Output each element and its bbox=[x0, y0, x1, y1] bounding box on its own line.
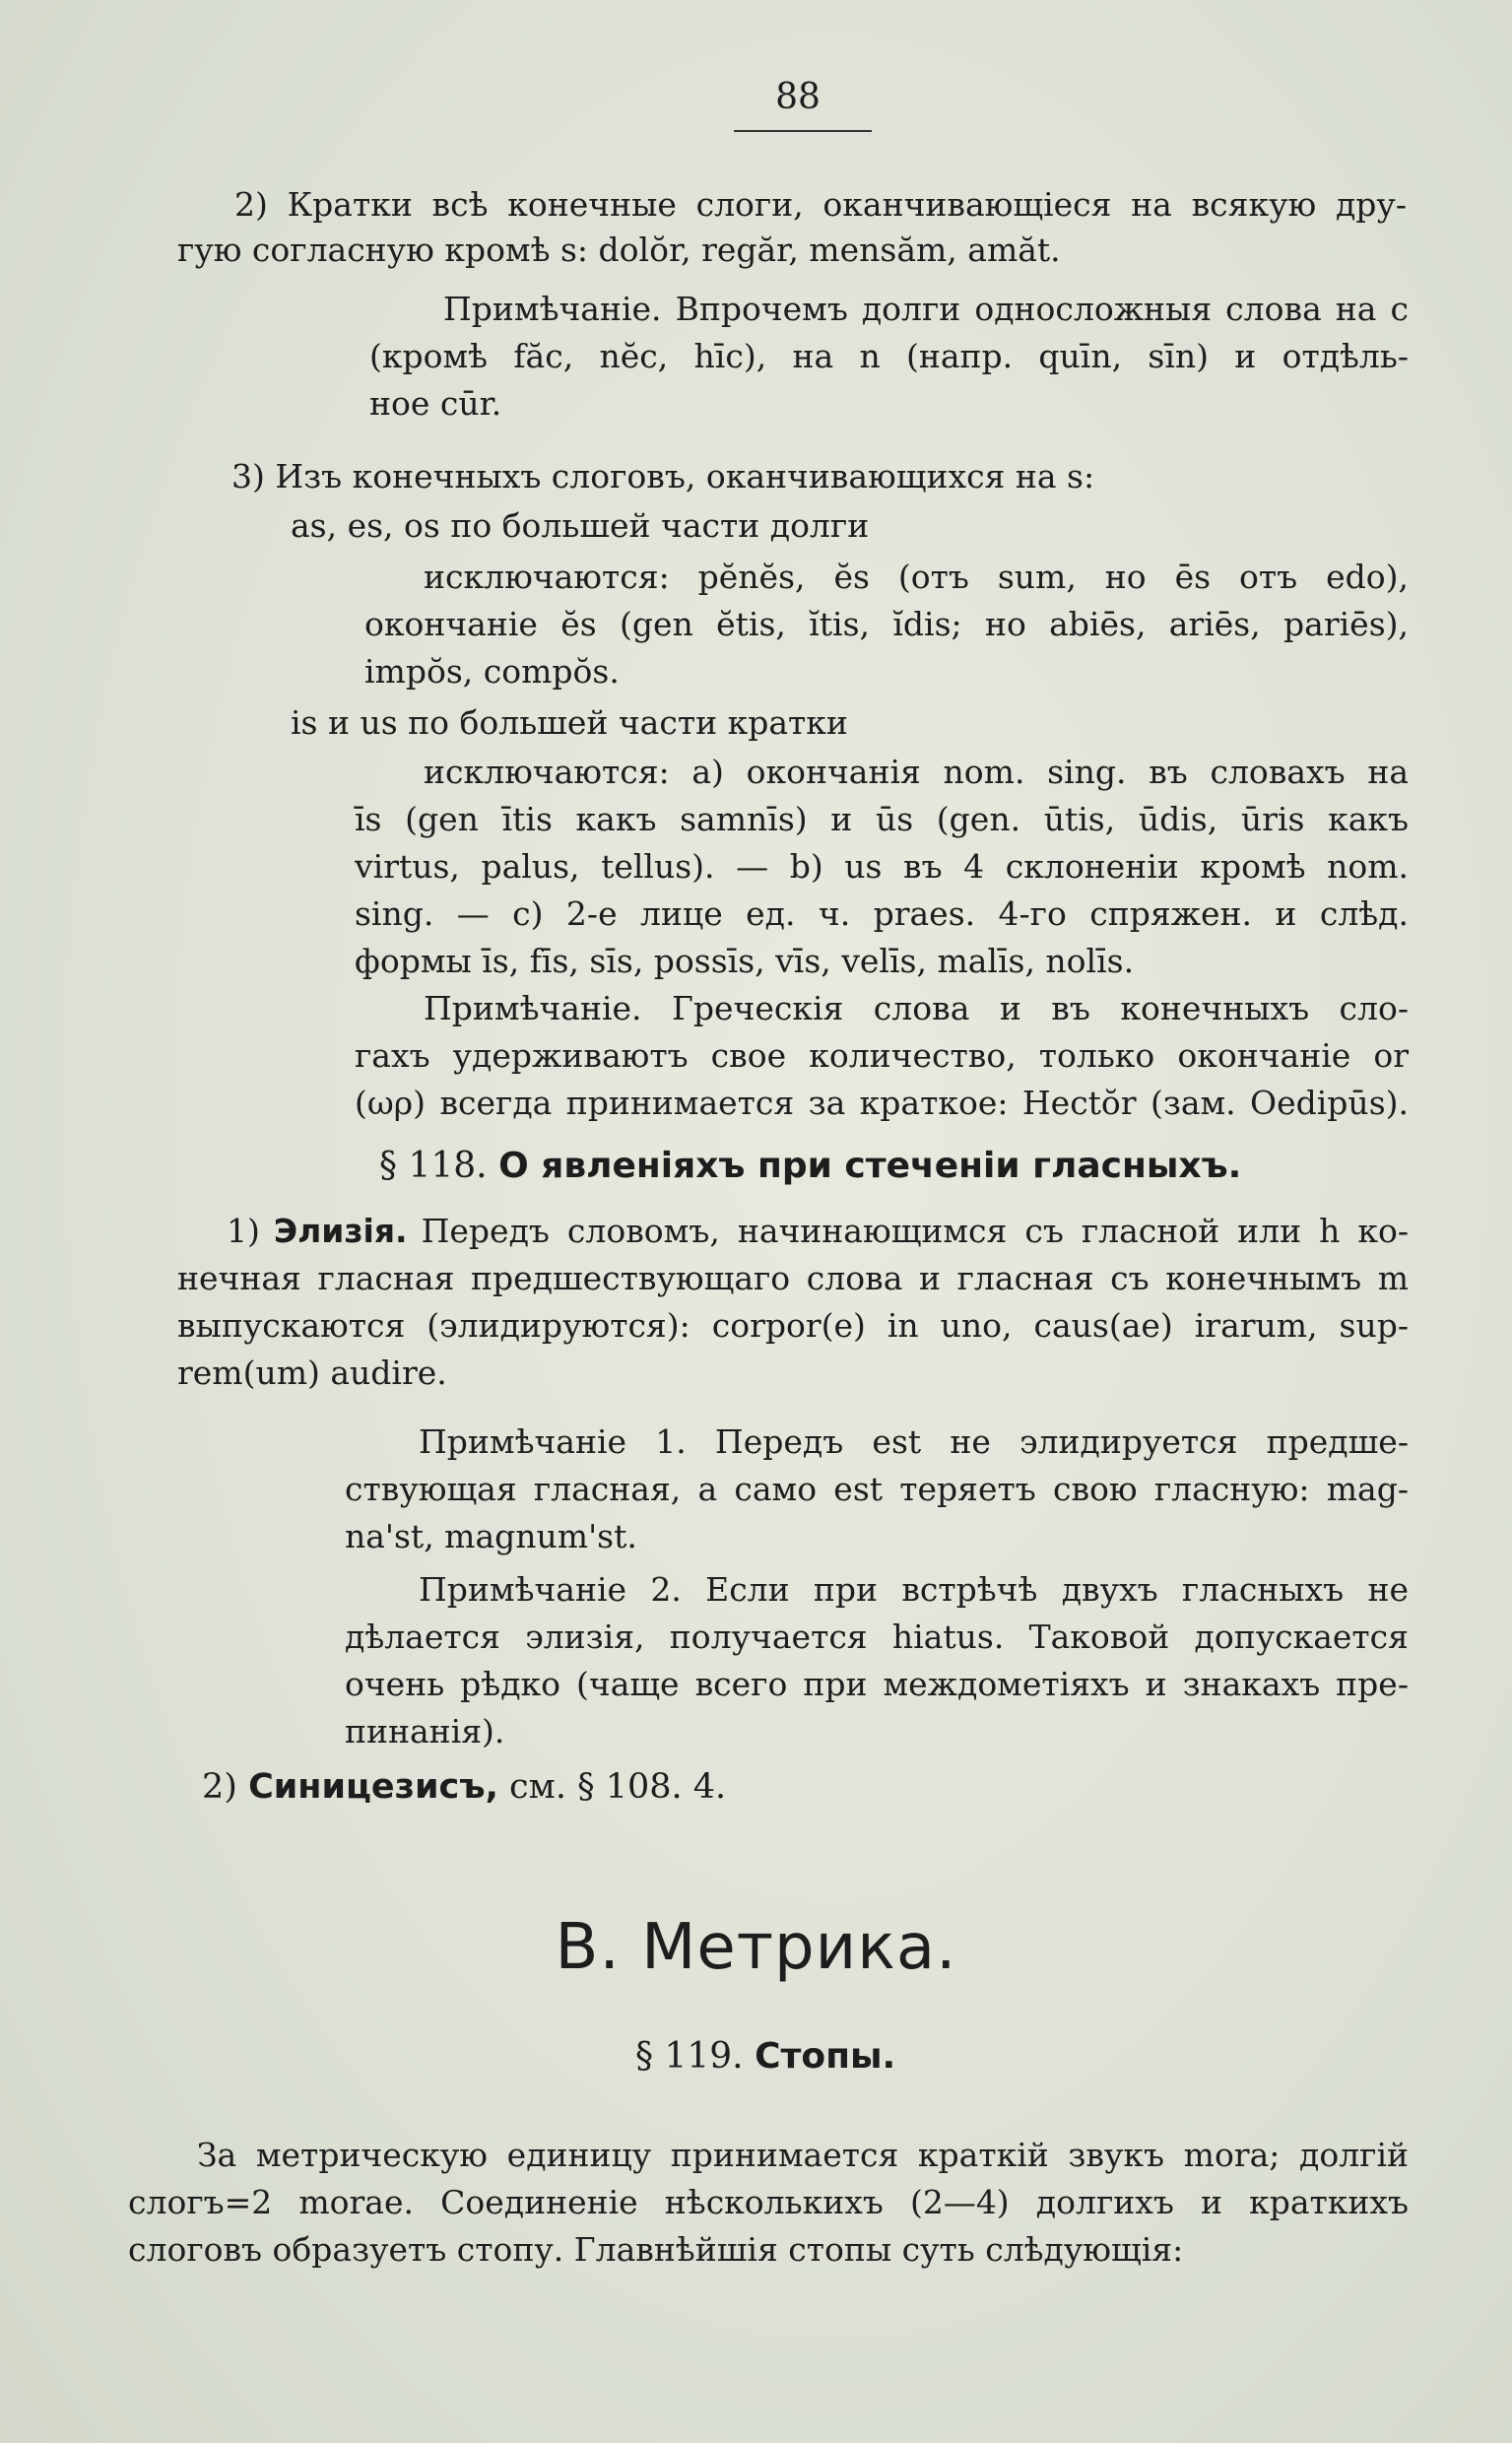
section-number: § 119. bbox=[635, 2036, 744, 2077]
section-title: О явленіяхъ при стеченіи гласныхъ. bbox=[498, 1146, 1242, 1186]
note-line: Примѣчаніе 1. Передъ est не элидируется предше- bbox=[419, 1422, 1409, 1461]
text-line: гую согласную кромѣ s: dolŏr, regăr, mensăm, amăt. bbox=[177, 231, 1061, 269]
text-line: 2) Синицезисъ, см. § 108. 4. bbox=[202, 1767, 727, 1807]
text-line: sing. — c) 2-е лицe ед. ч. praes. 4-го спряжен. и слѣд. bbox=[355, 894, 1409, 933]
text-line: īs (gen ītis какъ samnīs) и ūs (gen. ūtis, ūdis, ūris какъ bbox=[355, 800, 1409, 838]
text-line: is и us по большей части кратки bbox=[291, 703, 848, 742]
chapter-heading: B. Метрика. bbox=[555, 1911, 957, 1984]
note-line: очень рѣдко (чаще всего при междометіяхъ и знакахъ пре- bbox=[345, 1665, 1409, 1703]
note-line: Примѣчаніе. Греческія слова и въ конечныхъ сло- bbox=[424, 989, 1409, 1027]
text-line: исключаются: pĕnĕs, ĕs (отъ sum, но ēs отъ edo), bbox=[424, 558, 1409, 596]
section-heading-118 bbox=[379, 1143, 1241, 1190]
page-number: 88 bbox=[775, 77, 821, 117]
text-line: virtus, palus, tellus). — b) us въ 4 склоненіи кромѣ nom. bbox=[355, 847, 1409, 886]
section-heading-119 bbox=[635, 2033, 895, 2080]
term-elision: Элизія. bbox=[273, 1212, 408, 1250]
note-line: дѣлается элизія, получается hiatus. Таковой допускается bbox=[345, 1618, 1409, 1656]
note-line: (кромѣ făc, nĕc, hīc), на n (напр. quīn, sīn) и отдѣль- bbox=[369, 337, 1409, 375]
note-line: пинанія). bbox=[345, 1712, 505, 1750]
text-line: 1) Элизія. Передъ словомъ, начинающимся съ гласной или h ко- bbox=[227, 1210, 1409, 1253]
section-number: § 118. bbox=[379, 1146, 488, 1186]
text-line: 2) Кратки всѣ конечные слоги, оканчивающіеся на всякую дру- bbox=[234, 185, 1407, 224]
page-number-rule bbox=[734, 130, 872, 132]
text-line: as, es, os по большей части долги bbox=[291, 506, 870, 545]
note-line: Примѣчаніе. Впрочемъ долги односложныя слова на c bbox=[443, 290, 1409, 328]
text-line: окончаніе ĕs (gen ĕtis, ĭtis, ĭdis; но abiēs, ariēs, pariēs), bbox=[364, 605, 1409, 643]
text-line: исключаются: a) окончанія nom. sing. въ словахъ на bbox=[424, 753, 1409, 791]
term-synizesis: Синицезисъ, bbox=[248, 1767, 498, 1807]
text-line: слогъ=2 morae. Соединеніе нѣсколькихъ (2—4) долгихъ и краткихъ bbox=[128, 2183, 1409, 2221]
section-title: Стопы. bbox=[755, 2036, 896, 2077]
text-line: нечная гласная предшествующаго слова и гласная съ конечнымъ m bbox=[177, 1259, 1409, 1297]
text-line: 3) Изъ конечныхъ слоговъ, оканчивающихся на s: bbox=[231, 457, 1095, 495]
text-line: rem(um) audire. bbox=[177, 1354, 447, 1392]
note-line: na'st, magnum'st. bbox=[345, 1517, 637, 1555]
note-line: Примѣчаніе 2. Если при встрѣчѣ двухъ гласныхъ не bbox=[419, 1570, 1409, 1609]
note-line: ствующая гласная, а само est теряетъ свою гласную: mag- bbox=[345, 1470, 1409, 1508]
note-line: (ωρ) всегда принимается за краткое: Hectŏr (зам. Oedipūs). bbox=[355, 1084, 1409, 1122]
note-line: гахъ удерживаютъ свое количество, только окончаніе or bbox=[355, 1036, 1409, 1075]
text-line: impŏs, compŏs. bbox=[364, 652, 620, 691]
text-line: выпускаются (элидируются): corpor(e) in uno, caus(ae) irarum, sup- bbox=[177, 1306, 1409, 1345]
note-line: ное cūr. bbox=[369, 384, 502, 423]
text-line: За метрическую единицу принимается краткій звукъ mora; долгій bbox=[197, 2136, 1409, 2174]
text-line: слоговъ образуетъ стопу. Главнѣйшія стопы суть слѣдующія: bbox=[128, 2230, 1184, 2269]
text-line: формы īs, fīs, sīs, possīs, vīs, velīs, malīs, nolīs. bbox=[355, 942, 1135, 980]
